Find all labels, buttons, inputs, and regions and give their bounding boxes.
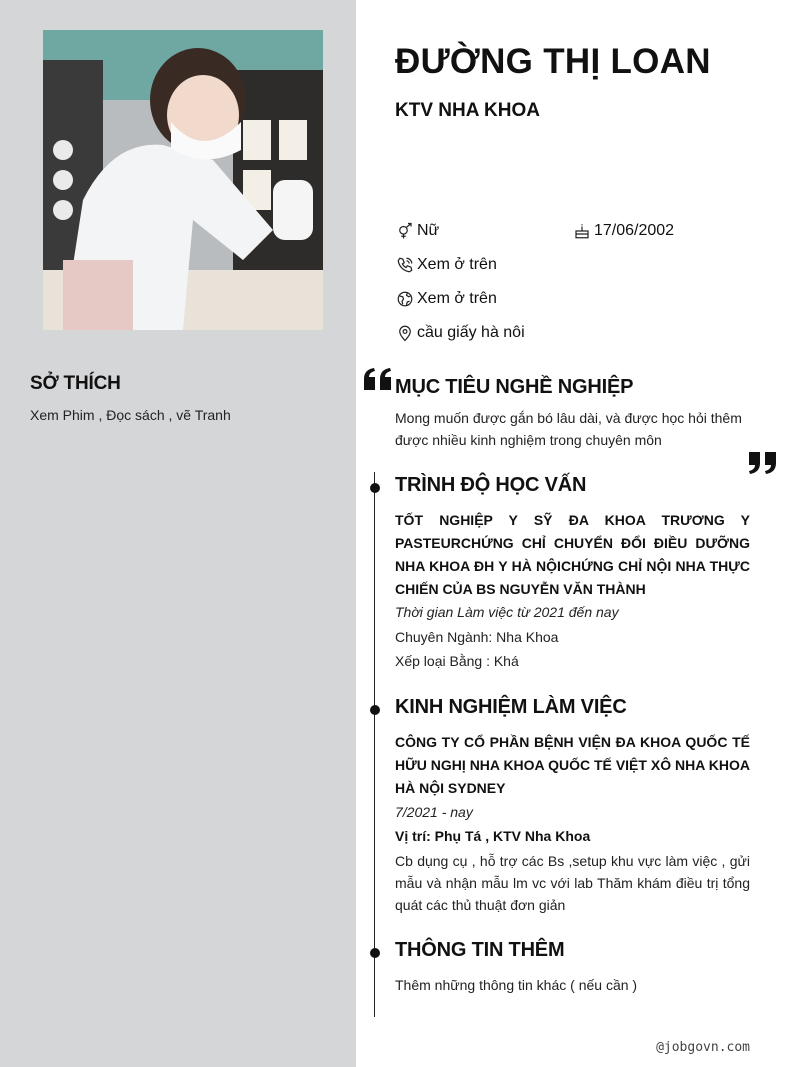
extra-heading: THÔNG TIN THÊM [395, 939, 565, 961]
gender-value: Nữ [417, 222, 440, 239]
hobbies-heading: SỞ THÍCH [30, 373, 121, 394]
gender-row [395, 221, 439, 241]
phone-icon [395, 255, 415, 275]
experience-heading: KINH NGHIỆM LÀM VIỆC [395, 696, 627, 718]
website-row [395, 289, 497, 309]
experience-description: Cb dụng cụ , hỗ trợ các Bs ,setup khu vực làm việc , gửi mẫu và nhận mẫu lm vc với lab Thăm khám điều trị tổng quát các thủ thuật đơn giản [395, 853, 750, 913]
extra-text: Thêm những thông tin khác ( nếu cần ) [395, 977, 638, 993]
timeline-dot-education [370, 483, 380, 493]
timeline-line [374, 472, 375, 1017]
education-grade: Xếp loại Bằng : Khá [395, 653, 519, 669]
quote-close-icon [748, 452, 776, 479]
education-school: TỐT NGHIỆP Y SỸ ĐA KHOA TRƯƠNG Y PASTEURCHỨNG CHỈ CHUYỂN ĐỔI ĐIỀU DƯỠNG NHA KHOA ĐH Y HÀ NỘICHỨNG CHỈ NỘI NHA THỰC CHIẾN CỦA BS NGUYỄN VĂN THÀNH [395, 512, 750, 597]
phone-row [395, 255, 497, 275]
profile-photo [43, 30, 323, 330]
gender-icon [395, 221, 415, 241]
phone-value: Xem ở trên [417, 256, 497, 273]
objective-heading: MỤC TIÊU NGHỀ NGHIỆP [395, 376, 634, 398]
address-value: cầu giấy hà nôi [417, 324, 525, 341]
education-time: Thời gian Làm việc từ 2021 đến nay [395, 604, 619, 620]
candidate-name: ĐƯỜNG THỊ LOAN [395, 42, 711, 81]
experience-company: CÔNG TY CỔ PHẦN BỆNH VIỆN ĐA KHOA QUỐC TẾ HỮU NGHỊ NHA KHOA QUỐC TẾ VIỆT XÔ NHA KHOA HÀ NỘI SYDNEY [395, 734, 750, 796]
birthdate-value: 17/06/2002 [594, 222, 675, 239]
experience-period: 7/2021 - nay [395, 804, 473, 820]
job-title: KTV NHA KHOA [395, 100, 540, 121]
globe-icon [395, 289, 415, 309]
timeline-dot-extra [370, 948, 380, 958]
cake-icon [572, 221, 592, 241]
education-major: Chuyên Ngành: Nha Khoa [395, 629, 559, 645]
education-heading: TRÌNH ĐỘ HỌC VẤN [395, 474, 587, 496]
quote-open-icon [364, 368, 392, 395]
experience-position: Vị trí: Phụ Tá , KTV Nha Khoa [395, 828, 591, 844]
footer-credit: @jobgovn.com [656, 1040, 750, 1055]
address-row [395, 323, 525, 343]
timeline-dot-experience [370, 705, 380, 715]
birthdate-row [572, 221, 674, 241]
location-pin-icon [395, 323, 415, 343]
objective-text: Mong muốn được gắn bó lâu dài, và được học hỏi thêm được nhiều kinh nghiệm trong chuyên môn [395, 410, 742, 448]
hobbies-text: Xem Phim , Đọc sách , vẽ Tranh [30, 407, 231, 423]
website-value: Xem ở trên [417, 290, 497, 307]
